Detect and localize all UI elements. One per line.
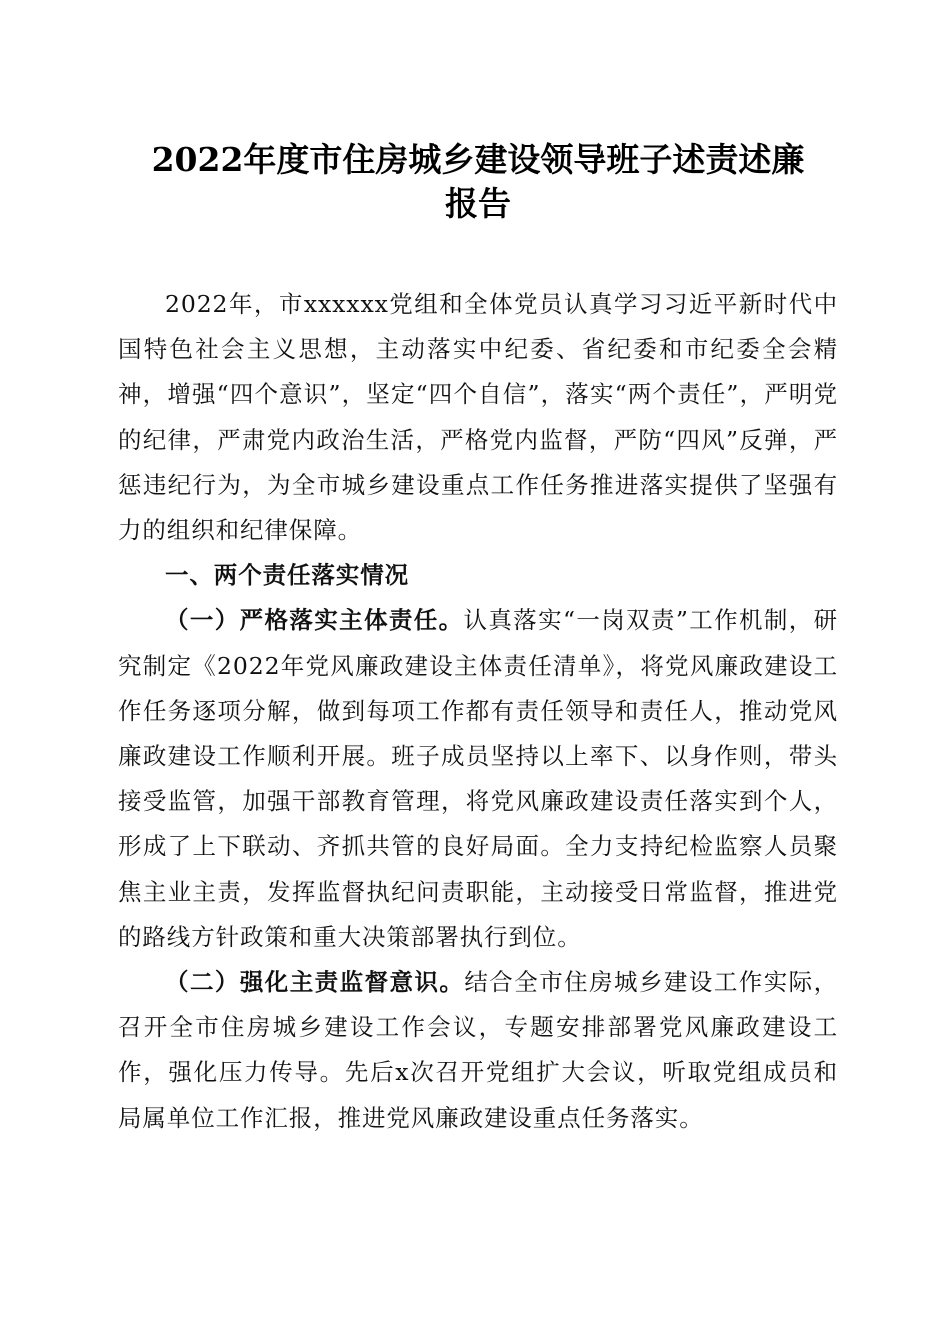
item-2-lead: （二）强化主责监督意识。: [165, 968, 465, 997]
document-body: [118, 282, 838, 1141]
item-1-paragraph: [118, 598, 838, 960]
intro-paragraph: 2022年，市xxxxxx党组和全体党员认真学习习近平新时代中国特色社会主义思想，主动落实中纪委、省纪委和市纪委全会精神，增强“四个意识”，坚定“四个自信”，落实“两个责任”，严明党的纪律，严肃党内政治生活，严格党内监督，严防“四风”反弹，严惩违纪行为，为全市城乡建设重点工作任务推进落实提供了坚强有力的组织和纪律保障。: [118, 290, 838, 545]
title-line-2: 报告: [445, 184, 511, 223]
item-2-paragraph: [118, 960, 838, 1141]
item-2-text: 结合全市住房城乡建设工作实际，召开全市住房城乡建设工作会议，专题安排部署党风廉政建设工作，强化压力传导。先后x次召开党组扩大会议，听取党组成员和局属单位工作汇报，推进党风廉政建设重点任务落实。: [118, 968, 838, 1132]
item-1-text: 认真落实“一岗双责”工作机制，研究制定《2022年党风廉政建设主体责任清单》，将党风廉政建设工作任务逐项分解，做到每项工作都有责任领导和责任人，推动党风廉政建设工作顺利开展。班子成员坚持以上率下、以身作则，带头接受监管，加强干部教育管理，将党风廉政建设责任落实到个人，形成了上下联动、齐抓共管的良好局面。全力支持纪检监察人员聚焦主业主责，发挥监督执纪问责职能，主动接受日常监督，推进党的路线方针政策和重大决策部署执行到位。: [118, 606, 838, 951]
document-page: [118, 138, 838, 1141]
item-1-lead: （一）严格落实主体责任。: [165, 606, 464, 635]
title-line-1: 2022年度市住房城乡建设领导班子述责述廉: [151, 140, 805, 179]
document-title: [118, 138, 838, 226]
section-heading-1: 一、两个责任落实情况: [165, 561, 409, 590]
